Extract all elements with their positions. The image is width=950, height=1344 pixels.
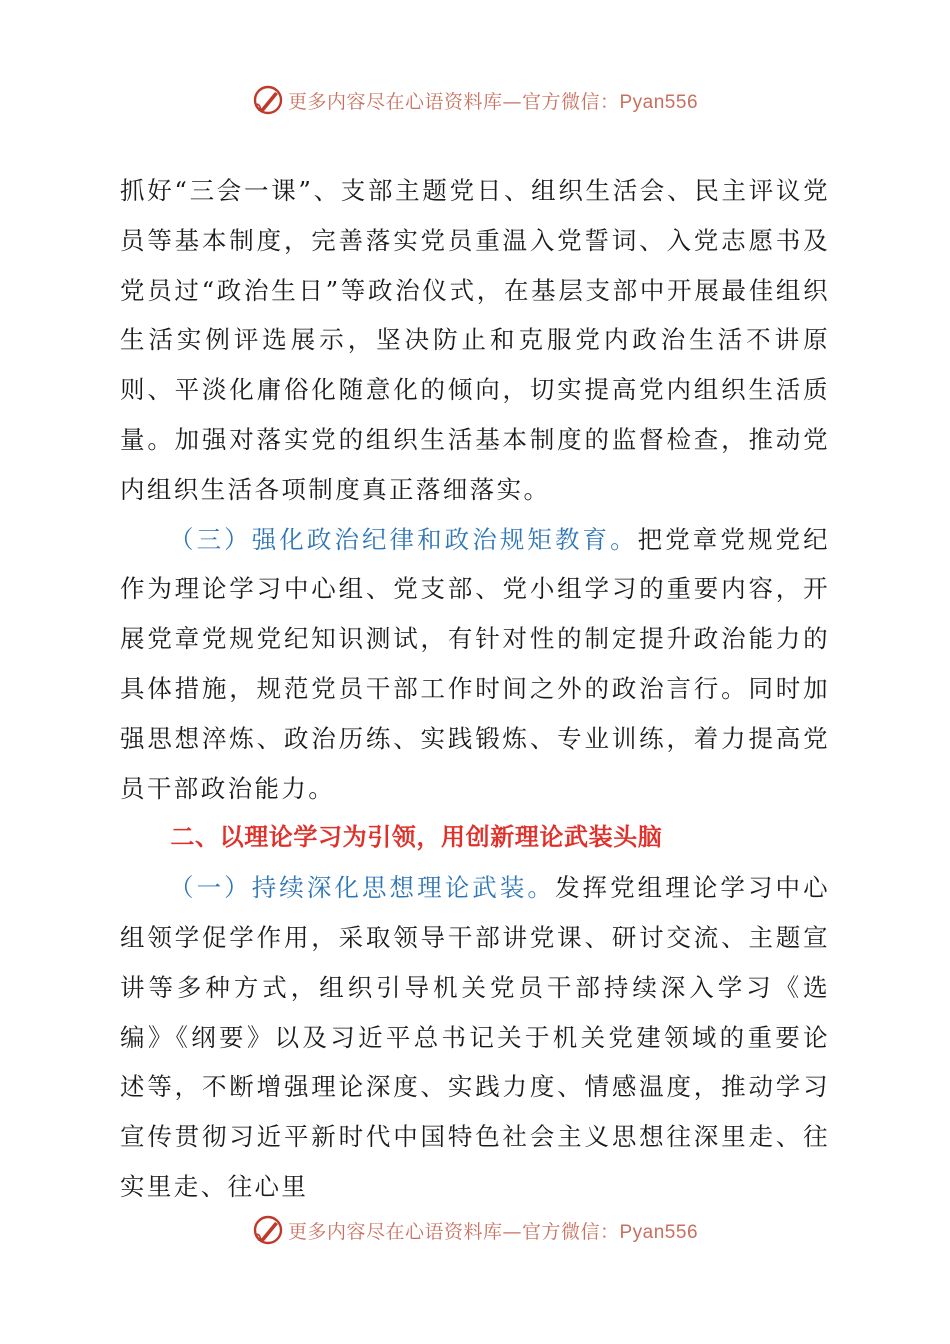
header-banner: [0, 80, 950, 120]
paragraph-section-1: [120, 863, 830, 1212]
banner-slogan: 更多内容尽在心语资料库—官方微信：: [287, 1220, 620, 1243]
paragraph-section-3: [120, 515, 830, 814]
banner-wechat-id: Pyan556: [619, 91, 699, 113]
banner-slogan: 更多内容尽在心语资料库—官方微信：: [287, 90, 620, 113]
chapter-2-heading: 二、以理论学习为引领，用创新理论武装头脑: [170, 823, 663, 852]
section-1-text: 发挥党组理论学习中心组领学促学作用，采取领导干部讲党课、研讨交流、主题宣讲等多种方式，组织引导机关党员干部持续深入学习《选编》《纲要》以及习近平总书记关于机关党建领域的重要论述等，不断增强理论深度、实践力度、情感温度，推动学习宣传贯彻习近平新时代中国特色社会主义思想往深里走、往实里走、往心里: [120, 873, 830, 1201]
banner-wechat-id: Pyan556: [619, 1221, 699, 1243]
document-body: [120, 166, 830, 1212]
section-3-text: 把党章党规党纪作为理论学习中心组、党支部、党小组学习的重要内容，开展党章党规党纪知识测试，有针对性的制定提升政治能力的具体措施，规范党员干部工作时间之外的政治言行。同时加强思想淬炼、政治历练、实践锻炼、专业训练，着力提高党员干部政治能力。: [120, 524, 830, 803]
section-3-subheading: （三）强化政治纪律和政治规矩教育。: [169, 524, 638, 554]
banner-text: [288, 1217, 698, 1244]
paragraph-organization-life: 抓好“三会一课”、支部主题党日、组织生活会、民主评议党员等基本制度，完善落实党员重温入党誓词、入党志愿书及党员过“政治生日”等政治仪式，在基层支部中开展最佳组织生活实例评选展示，坚决防止和克服党内政治生活不讲原则、平淡化庸俗化随意化的倾向，切实提高党内组织生活质量。加强对落实党的组织生活基本制度的监督检查，推动党内组织生活各项制度真正落细落实。: [120, 176, 830, 504]
banner-text: [288, 87, 698, 114]
footer-banner: [0, 1210, 950, 1250]
pen-quill-logo-icon: [252, 1214, 284, 1246]
pen-quill-logo-icon: [252, 84, 284, 116]
section-1-subheading: （一）持续深化思想理论武装。: [169, 873, 555, 903]
